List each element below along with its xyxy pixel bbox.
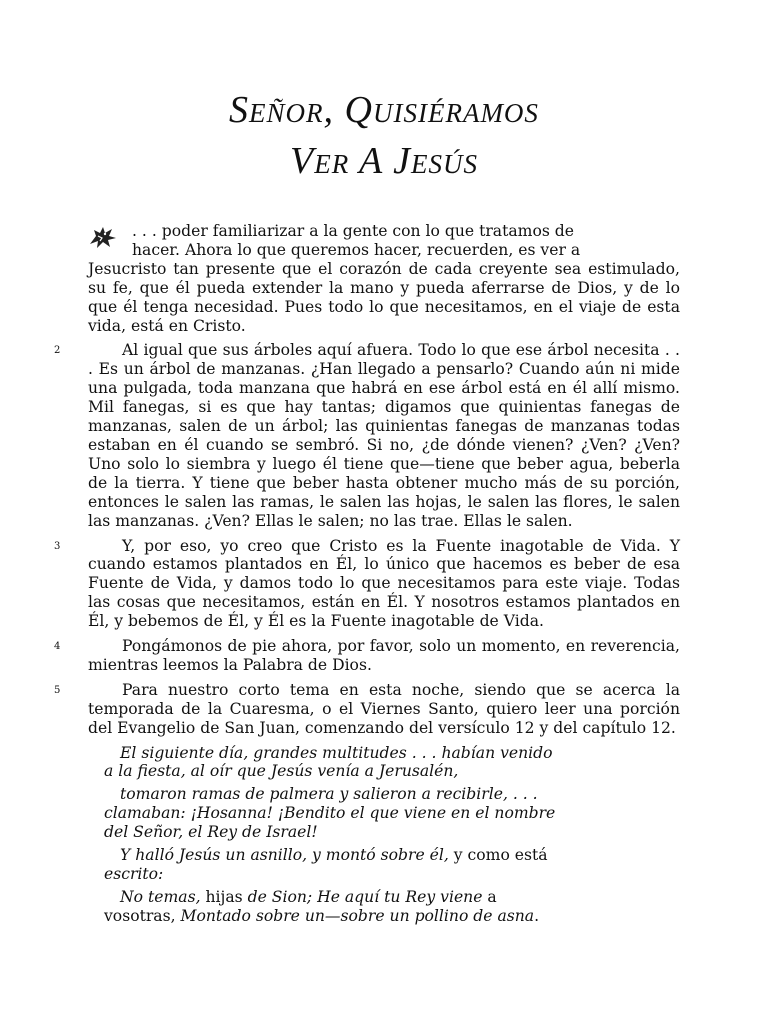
- verse-line: del Señor, el Rey de Israel!: [104, 823, 318, 842]
- scripture-verse-4: [88, 888, 680, 926]
- verse-roman-text: vosotras,: [104, 906, 181, 925]
- scripture-verse-2: [88, 785, 680, 842]
- paragraph-3: [54, 536, 680, 632]
- paragraph-2: [54, 341, 680, 530]
- verse-italic-text: Montado sobre un—sobre un pollino de asna: [180, 906, 535, 925]
- paragraph-number: 3: [54, 540, 61, 552]
- title-line-1: Señor, Quisiéramos: [229, 89, 539, 131]
- verse-roman-text: .: [534, 906, 540, 925]
- verse-line: [104, 907, 680, 926]
- verse-roman-text: a: [482, 887, 497, 906]
- verse-roman-text: hijas: [200, 887, 248, 906]
- paragraph-1-line-1: . . . poder familiarizar a la gente con lo que tratamos de: [132, 222, 575, 240]
- paragraph-number: 4: [54, 641, 61, 653]
- verse-line: El siguiente día, grandes multitudes . . . habían venido: [120, 743, 553, 762]
- paragraph-number: 5: [54, 684, 61, 696]
- paragraph-5: [54, 680, 680, 738]
- verse-roman-text: y como está: [448, 846, 548, 865]
- verse-line: tomaron ramas de palmera y salieron a recibirle, . . .: [120, 785, 538, 804]
- verse-line: a la fiesta, al oír que Jesús venía a Jerusalén,: [104, 762, 459, 781]
- verse-line: escrito:: [104, 865, 164, 883]
- paragraph-text: Pongámonos de pie ahora, por favor, solo un momento, en reverencia, mientras leemos la Palabra de Dios.: [88, 637, 680, 674]
- paragraph-1: [88, 222, 680, 335]
- paragraph-1-line-2: hacer. Ahora lo que queremos hacer, recuerden, es ver a: [132, 240, 581, 259]
- verse-italic-text: Y halló Jesús un asnillo, y montó sobre él,: [120, 846, 449, 865]
- verse-line: clamaban: ¡Hosanna! ¡Bendito el que viene en el nombre: [104, 804, 556, 823]
- verse-line: [104, 846, 680, 865]
- verse-italic-text: de Sion; He aquí tu Rey viene: [247, 887, 483, 906]
- paragraph-number: 2: [54, 345, 61, 357]
- verse-line: [104, 888, 680, 907]
- scripture-verse-1: [88, 744, 680, 782]
- verse-italic-text: No temas,: [120, 887, 201, 906]
- eagle-icon: [88, 224, 118, 250]
- sermon-body: [54, 222, 680, 930]
- paragraph-text: Y, por eso, yo creo que Cristo es la Fuente inagotable de Vida. Y cuando estamos plantados en Él, lo único que hacemos es beber de esa Fuente de Vida, y damos todo lo que necesitamos para este viaje. Todas las cosas que necesitamos, están en Él. Y nosotros estamos plantados en Él, y bebemos de Él, y Él es la Fuente inagotable de Vida.: [88, 536, 680, 631]
- paragraph-4: [54, 637, 680, 675]
- title-line-2: Ver A Jesús: [290, 140, 478, 182]
- paragraph-1-rest: Jesucristo tan presente que el corazón de cada creyente sea estimulado, su fe, que él pueda extender la mano y pueda aferrarse de Dios, y de lo que él tenga necesidad. Pues todo lo que necesitamos, en el viaje de esta vida, está en Cristo.: [88, 259, 680, 335]
- scripture-verse-3: [88, 846, 680, 884]
- paragraph-text: Para nuestro corto tema en esta noche, siendo que se acerca la temporada de la Cuaresma, o el Viernes Santo, quiero leer una porción del Evangelio de San Juan, comenzando del versículo 12 y del capítulo 12.: [88, 680, 680, 737]
- paragraph-text: Al igual que sus árboles aquí afuera. Todo lo que ese árbol necesita . . . Es un árbol de manzanas. ¿Han llegado a pensarlo? Cuando aún ni mide una pulgada, toda manzana que habrá en ese árbol está en él allí mismo. Mil fanegas, si es que hay tantas; digamos que quinientas fanegas de manzanas, salen de un árbol; las quinientas fanegas de manzanas todas estaban en él cuando se sembró. Si no, ¿de dónde vienen? ¿Ven? ¿Ven? Uno solo lo siembra y luego él tiene que—tiene que beber agua, beberla de la tierra. Y tiene que beber hasta obtener mucho más de su porción, entonces le salen las ramas, le salen las hojas, le salen las flores, le salen las manzanas. ¿Ven? Ellas le salen; no las trae. Ellas le salen.: [88, 341, 680, 530]
